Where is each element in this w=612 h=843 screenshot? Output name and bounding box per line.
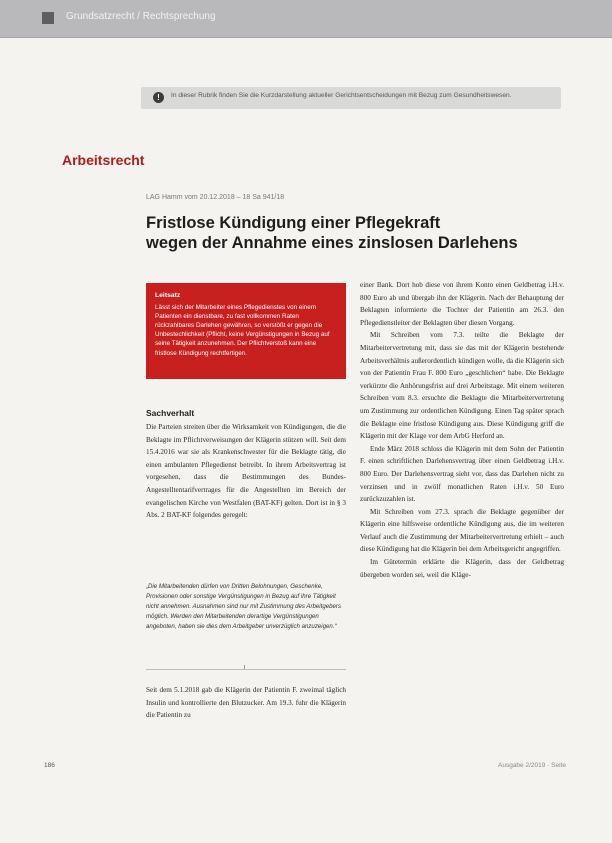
sachverhalt-heading: Sachverhalt	[146, 408, 195, 418]
article-title	[146, 213, 566, 253]
body-paragraph-right: Im Gütetermin erklärte die Klägerin, dass der Geldbetrag übergeben worden sei, weil die Kläge-	[360, 558, 564, 579]
divider-mark	[244, 665, 249, 669]
body-paragraph-right: Mit Schreiben vom 7.3. teilte die Beklagte der Mitarbeitervertretung mit, dass sie das mit der Klägerin bestehende Arbeitsverhältnis außerordentlich kündigen wolle, da die Klägerin sich von der Patientin Frau F. 800 Euro „geschlichen“ habe. Die Beklagte verkürzte die Anhörungsfrist auf drei Arbeitstage. Mit einem weiteren Schreiben vom 8.3. ersuchte die Beklagte die Mitarbeitervertretung um Zustimmung zur ordentlichen Kündigung. Einen Tag später sprach die Beklagte eine fristlose Kündigung aus. Diese Kündigung griff die Klägerin mit der Klage vor dem ArbG Herford an.	[360, 331, 564, 441]
quote-divider	[146, 669, 346, 670]
court-decision-reference: LAG Hamm vom 20.12.2018 – 18 Sa 941/18	[146, 194, 285, 201]
leitsatz-text: Lässt sich der Mitarbeiter eines Pflegedienstes von einem Patienten ein dienstbare, zu fast vollkommen Raten rückzahlbares Darlehen gewähren, so verstößt er gegen die Unbestechlichkeit (Pflicht, keine Vergünstigungen in Bezug auf seine Tätigkeit anzunehmen. Der Pflichtverstoß kann eine fristlose Kündigung rechtfertigen.	[155, 304, 330, 357]
leitsatz-box	[146, 283, 346, 379]
top-header-bar	[0, 0, 612, 38]
body-column-right	[360, 279, 564, 581]
tariff-quote: „Die Mitarbeitenden dürfen von Dritten Belohnungen, Geschenke, Provisionen oder sonstige Vergünstigungen in Bezug auf ihre Tätigkeit nicht annehmen. Ausnahmen sind nur mit Zustimmung des Arbeitgebers möglich. Werden den Mitarbeitenden derartige Vergünstigungen angeboten, haben sie dies dem Arbeitgeber unverzüglich anzuzeigen.“	[146, 583, 341, 631]
body-paragraph-right: Ende März 2018 schloss die Klägerin mit dem Sohn der Patientin F. einen schriftlichen Darlehensvertrag über einen Geldbetrag i.H.v. 800 Euro. Der Darlehensvertrag sieht vor, dass das Darlehen nicht zu verzinsen und in zwölf monatlichen Raten i.H.v. 50 Euro zurückzuzahlen ist.	[360, 444, 564, 504]
body-paragraph-left-1: Die Parteien streiten über die Wirksamkeit von Kündigungen, die die Beklagte im Pflichtverweisungen der Klägerin stützen will. Seit dem 15.4.2016 war sie als Krankenschwester für die Beklagte tätig, die einen ambulanten Pflegedienst betreibt. In ihrem Arbeitsvertrag ist vorgesehen, dass die Bestimmungen des Bundes-Angestelltentarifvertrages für die Angestellten im Bereich der evangelischen Kirche von Westfalen (BAT-KF) gelten. Dort ist in § 3 Abs. 2 BAT-KF folgendes geregelt:	[146, 423, 346, 520]
body-paragraph-right: Mit Schreiben vom 27.3. sprach die Beklagte gegenüber der Klägerin eine hilfsweise ordentliche Kündigung aus, die im weiteren Verlauf auch die Zustimmung der Mitarbeitervertretung erhielt – auch diese Kündigung hat die Klägerin bei dem Arbeitsgericht angegriffen.	[360, 507, 564, 554]
rubric-info-box	[141, 87, 561, 109]
footer-issue: Ausgabe 2/2019 · Seite	[498, 762, 566, 769]
rubric-info-text: In dieser Rubrik finden Sie die Kurzdarstellung aktueller Gerichtsentscheidungen mit Bezug zum Gesundheitswesen.	[171, 92, 512, 99]
info-icon: !	[153, 92, 164, 103]
breadcrumb: Grundsatzrecht / Rechtsprechung	[66, 11, 216, 22]
leitsatz-heading: Leitsatz	[155, 292, 181, 299]
body-paragraph-left-2: Seit dem 5.1.2018 gab die Klägerin der Patientin F. zweimal täglich Insulin und kontrollierte den Blutzucker. Am 19.3. fuhr die Klägerin die Patientin zu	[146, 686, 346, 720]
section-square-icon	[42, 12, 54, 24]
page-number: 186	[44, 762, 55, 769]
section-title: Arbeitsrecht	[62, 152, 145, 168]
article-title-line-2: wegen der Annahme eines zinslosen Darlehens	[146, 234, 518, 252]
body-paragraph-right: einer Bank. Dort hob diese von ihrem Konto einen Geldbetrag i.H.v. 800 Euro ab und übergab ihn der Klägerin. Nach der Behauptung der Beklagten informierte die Tochter der Patientin am 26.3. den Pflegedienstleiter der Beklagten über diesen Vorgang.	[360, 281, 564, 327]
article-title-line-1: Fristlose Kündigung einer Pflegekraft	[146, 214, 441, 232]
